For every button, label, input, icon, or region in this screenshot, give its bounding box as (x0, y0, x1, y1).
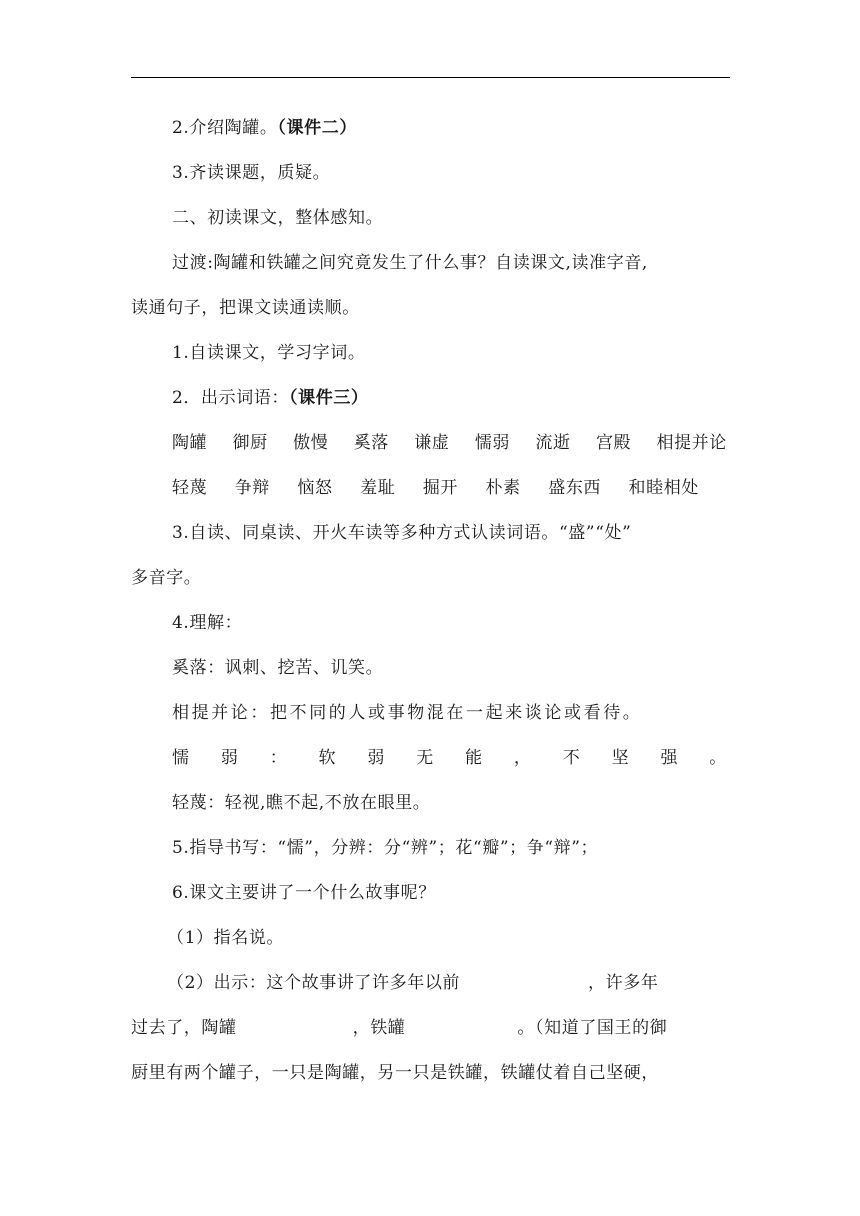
word: 轻蔑 (172, 478, 208, 498)
paragraph-show-fill-cont (131, 1017, 731, 1039)
definition-nuoruo (131, 747, 731, 769)
char: 能 (465, 748, 483, 768)
word: 朴素 (485, 478, 521, 498)
char: ： (269, 748, 288, 768)
text: 2.介绍陶罐。 (172, 118, 278, 138)
text: ，铁罐 (352, 1018, 406, 1038)
paragraph-read-title: 3.齐读课题，质疑。 (172, 163, 331, 183)
definition-xiluo: 奚落：讽刺、挖苦、讥笑。 (172, 658, 384, 678)
word: 和睦相处 (628, 478, 699, 498)
paragraph-read-words: 3.自读、同桌读、开火车读等多种方式认读词语。“盛”“处” (172, 523, 632, 543)
char: 。 (709, 748, 727, 768)
text: 。（知道了国王的御 (517, 1018, 668, 1038)
word: 御厨 (232, 433, 268, 453)
header-rule (131, 77, 730, 78)
word: 恼怒 (297, 478, 333, 498)
word-list-row-1 (131, 432, 731, 454)
text: 过去了，陶罐 (131, 1018, 237, 1038)
char: 不 (562, 748, 581, 768)
word: 羞耻 (360, 478, 396, 498)
word: 掘开 (422, 478, 459, 498)
courseware-label: （课件三） (289, 388, 369, 408)
char: 弱 (220, 748, 239, 768)
paragraph-understand: 4.理解： (172, 613, 243, 633)
paragraph-writing-guide: 5.指导书写：“懦”，分辨：分“辨”；花“瓣”；争“辩”； (172, 838, 599, 858)
text: 2．出示词语： (172, 388, 290, 408)
text: （2）出示：这个故事讲了许多年以前 (167, 973, 461, 993)
courseware-label: （课件二） (277, 118, 357, 138)
word: 争辩 (234, 478, 270, 498)
word-list-row-2 (131, 477, 731, 499)
word: 盛东西 (548, 478, 602, 498)
word: 相提并论 (656, 433, 727, 453)
word: 宫殿 (595, 433, 632, 453)
word: 傲慢 (293, 433, 329, 453)
paragraph-show-fill (131, 972, 731, 994)
char: 软 (318, 748, 337, 768)
paragraph-main-story: 6.课文主要讲了一个什么故事呢？ (172, 883, 436, 903)
word: 陶罐 (172, 433, 208, 453)
definition-xiangti: 相提并论：把不同的人或事物混在一起来谈论或看待。 (172, 703, 643, 723)
word: 流逝 (535, 433, 571, 453)
word: 懦弱 (474, 433, 511, 453)
paragraph-name-say: （1）指名说。 (167, 928, 285, 948)
definition-qingmie: 轻蔑：轻视,瞧不起,不放在眼里。 (172, 793, 431, 813)
paragraph-transition: 过渡:陶罐和铁罐之间究竟发生了什么事？自读课文,读准字音, (172, 253, 648, 273)
text: ，许多年 (588, 973, 659, 993)
paragraph-story-detail: 厨里有两个罐子，一只是陶罐，另一只是铁罐，铁罐仗着自己坚硬， (131, 1063, 659, 1083)
section-heading: 二、初读课文，整体感知。 (172, 208, 384, 228)
char: 强 (660, 748, 679, 768)
char: 弱 (367, 748, 385, 768)
char: 懦 (172, 748, 190, 768)
word: 谦虚 (414, 433, 450, 453)
word: 奚落 (353, 433, 389, 453)
paragraph-introduce-jar (131, 117, 731, 139)
char: 无 (416, 748, 434, 768)
paragraph-transition-cont: 读通句子，把课文读通读顺。 (131, 298, 360, 318)
paragraph-self-read: 1.自读课文，学习字词。 (172, 343, 366, 363)
paragraph-read-words-cont: 多音字。 (131, 568, 202, 588)
char: ， (513, 748, 532, 768)
paragraph-show-words (131, 387, 731, 409)
char: 坚 (611, 748, 630, 768)
